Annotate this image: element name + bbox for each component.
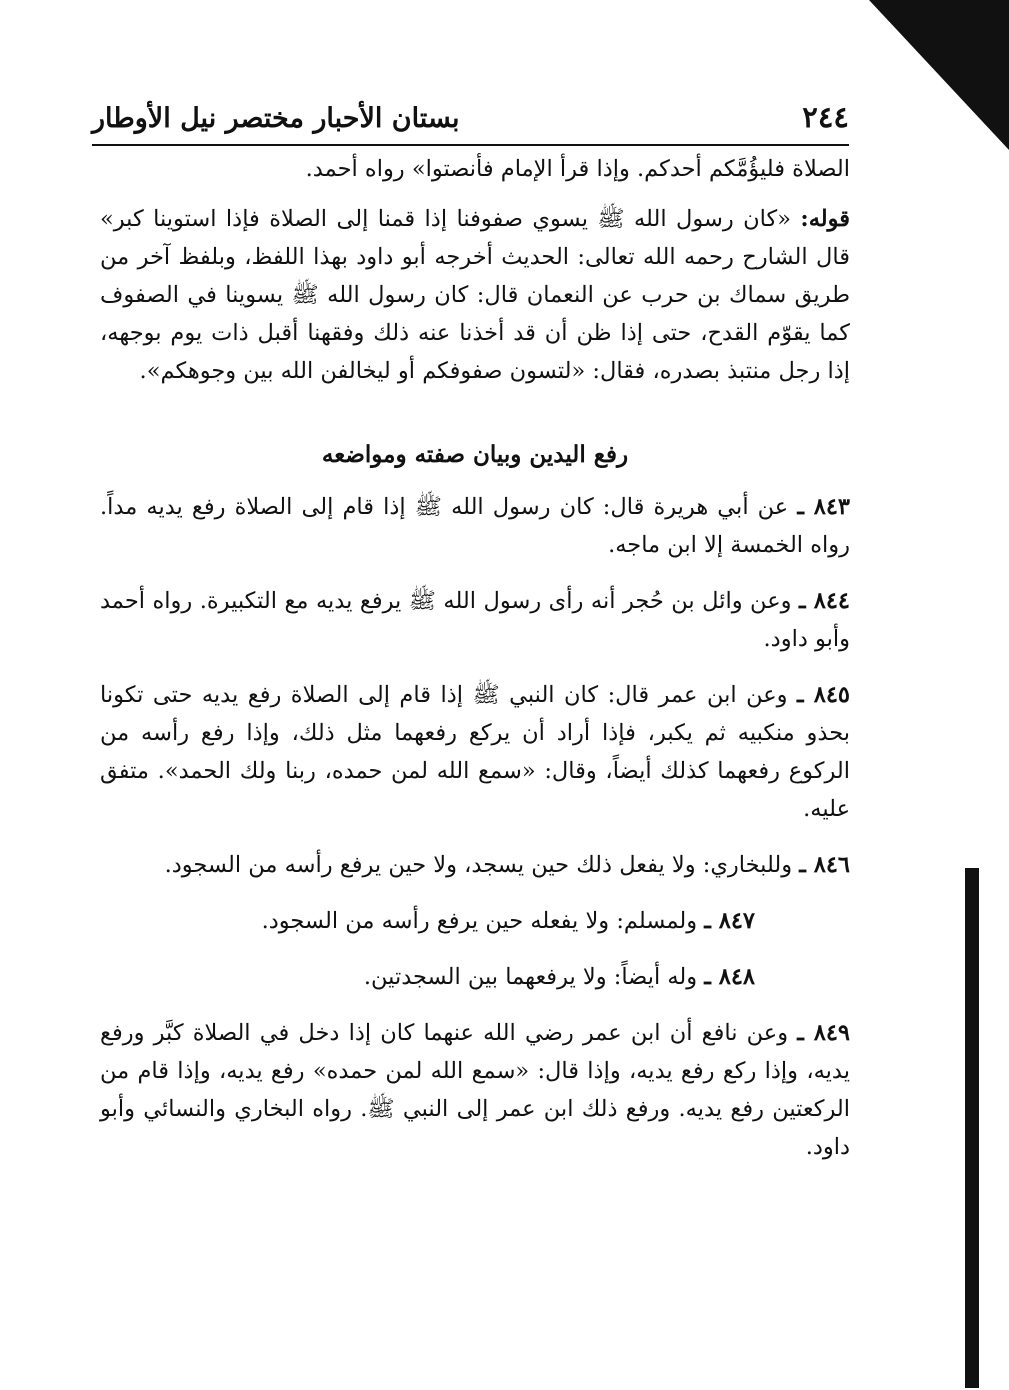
hadith-847 bbox=[100, 902, 850, 940]
hadith-text: وعن ابن عمر قال: كان النبي ﷺ إذا قام إلى الصلاة رفع يديه حتى تكونا بحذو منكبيه ثم يكبر، فإذا أراد أن يركع رفعهما مثل ذلك، وإذا رفع رأسه من الركوع رفعهما كذلك أيضاً، وقال: «سمع الله لمن حمده، ربنا ولك الحمد». متفق عليه. bbox=[100, 682, 850, 822]
scan-corner-shadow bbox=[869, 0, 1009, 150]
commentary-text: «كان رسول الله ﷺ يسوي صفوفنا إذا قمنا إلى الصلاة فإذا استوينا كبر» قال الشارح رحمه الله تعالى: الحديث أخرجه أبو داود بهذا اللفظ، وبلفظ آخر من طريق سماك بن حرب عن النعمان قال: كان رسول الله ﷺ يسوينا في الصفوف كما يقوّم القدح، حتى إذا ظن أن قد أخذنا عنه ذلك وفقهنا أقبل ذات يوم بوجهه، إذا رجل منتبذ بصدره، فقال: «لتسون صفوفكم أو ليخالفن الله بين وجوهكم». bbox=[100, 206, 850, 384]
hadith-846 bbox=[100, 846, 850, 884]
hadith-number: ٨٤٦ ـ bbox=[799, 852, 850, 878]
hadith-843 bbox=[100, 488, 850, 564]
header-title: بستان الأحبار مختصر نيل الأوطار bbox=[92, 103, 460, 134]
hadith-text: وله أيضاً: ولا يرفعهما بين السجدتين. bbox=[363, 964, 705, 990]
paragraph-continued: الصلاة فليؤُمَّكم أحدكم. وإذا قرأ الإمام فأنصتوا» رواه أحمد. bbox=[305, 156, 850, 182]
running-header bbox=[92, 82, 849, 134]
hadith-845 bbox=[100, 676, 850, 828]
hadith-text: عن أبي هريرة قال: كان رسول الله ﷺ إذا قام إلى الصلاة رفع يديه مداً. رواه الخمسة إلا ابن ماجه. bbox=[100, 494, 850, 558]
hadith-number: ٨٤٤ ـ bbox=[798, 588, 850, 614]
hadith-number: ٨٤٣ ـ bbox=[797, 494, 850, 520]
hadith-text: وعن وائل بن حُجر أنه رأى رسول الله ﷺ يرفع يديه مع التكبيرة. رواه أحمد وأبو داود. bbox=[100, 588, 850, 652]
hadith-number: ٨٤٩ ـ bbox=[797, 1020, 850, 1046]
page-content bbox=[100, 150, 850, 1184]
scan-edge-shadow bbox=[965, 868, 979, 1388]
hadith-text: وعن نافع أن ابن عمر رضي الله عنهما كان إذا دخل في الصلاة كبَّر ورفع يديه، وإذا ركع رفع يديه، وإذا قال: «سمع الله لمن حمده» رفع يديه، وإذا قام من الركعتين رفع يديه. ورفع ذلك ابن عمر إلى النبي ﷺ. رواه البخاري والنسائي وأبو داود. bbox=[100, 1020, 850, 1160]
header-divider bbox=[92, 144, 849, 146]
hadith-849 bbox=[100, 1014, 850, 1166]
hadith-848 bbox=[100, 958, 850, 996]
hadith-text: ولمسلم: ولا يفعله حين يرفع رأسه من السجود. bbox=[261, 908, 705, 934]
commentary-lead: قوله: bbox=[800, 206, 850, 232]
hadith-number: ٨٤٨ ـ bbox=[704, 964, 755, 990]
hadith-text: وللبخاري: ولا يفعل ذلك حين يسجد، ولا حين يرفع رأسه من السجود. bbox=[164, 852, 800, 878]
hadith-number: ٨٤٥ ـ bbox=[796, 682, 850, 708]
section-heading: رفع اليدين وبيان صفته ومواضعه bbox=[321, 441, 629, 468]
commentary-paragraph bbox=[100, 200, 850, 390]
page-number: ٢٤٤ bbox=[802, 100, 849, 134]
hadith-number: ٨٤٧ ـ bbox=[704, 908, 755, 934]
hadith-844 bbox=[100, 582, 850, 658]
